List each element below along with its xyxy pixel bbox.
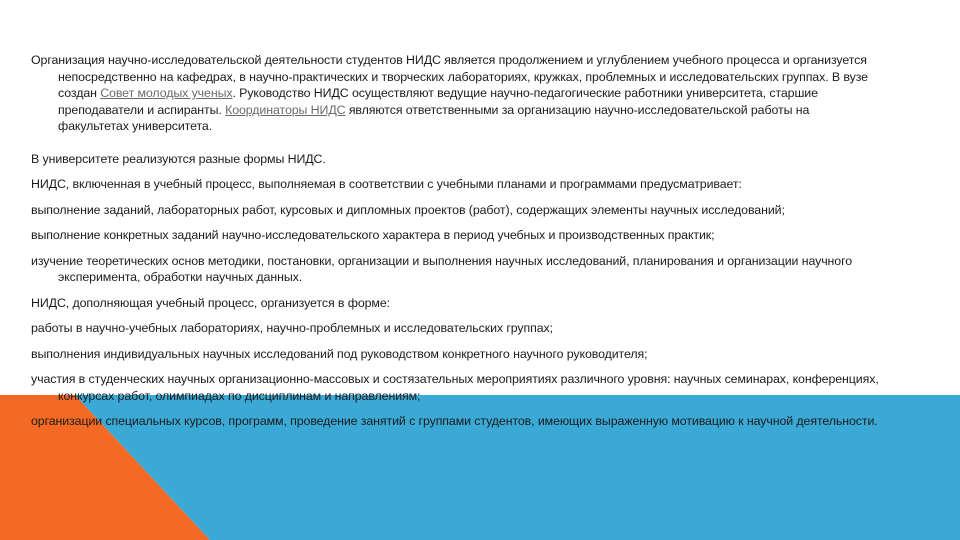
- list-item: работы в научно-учебных лабораториях, научно-проблемных и исследовательских группах;: [31, 321, 553, 335]
- supplementary-nids-heading: НИДС, дополняющая учебный процесс, организуется в форме:: [31, 295, 390, 310]
- included-nids-heading: НИДС, включенная в учебный процесс, выполняемая в соответствии с учебными планами и программами предусматривает:: [31, 177, 742, 191]
- intro-text-2: . Руководство НИДС осуществляют ведущие научно-педагогические работники университета, старшие преподаватели и аспиранты.: [58, 86, 818, 117]
- intro-text-1: Организация научно-исследовательской деятельности студентов НИДС является продолжением и углублением учебного процесса и организуется непосредственно на кафедрах, в научно-практических и творческих лабораториях, кружках, проблемных и исследовательских группах. В вузе создан: [31, 53, 868, 100]
- forms-paragraph: В университете реализуются разные формы НИДС.: [31, 151, 326, 166]
- list-item: организации специальных курсов, программ, проведение занятий с группами студентов, имеющих выраженную мотивацию к научной деятельности.: [31, 414, 878, 428]
- list-item: выполнение конкретных заданий научно-исследовательского характера в период учебных и производственных практик;: [31, 228, 715, 242]
- list-item: изучение теоретических основ методики, постановки, организации и выполнения научных исследований, планирования и организации научного эксперимента, обработки научных данных.: [31, 253, 853, 284]
- slide-text: [31, 52, 881, 430]
- intro-paragraph: [31, 52, 881, 135]
- nids-coordinators-link[interactable]: Координаторы НИДС: [225, 102, 346, 117]
- intro-text-3: являются ответственными за организацию научно-исследовательской работы на факультетах университета.: [58, 102, 810, 133]
- young-scientists-council-link[interactable]: Совет молодых ученых: [100, 86, 233, 100]
- list-item: участия в студенческих научных организационно-массовых и состязательных мероприятиях различного уровня: научных семинарах, конференциях, конкурсах работ, олимпиадах по дисциплинам и направлениям;: [31, 372, 879, 403]
- list-item: выполнения индивидуальных научных исследований под руководством конкретного научного руководителя;: [31, 346, 648, 361]
- list-item: выполнение заданий, лабораторных работ, курсовых и дипломных проектов (работ), содержащих элементы научных исследований;: [31, 202, 785, 217]
